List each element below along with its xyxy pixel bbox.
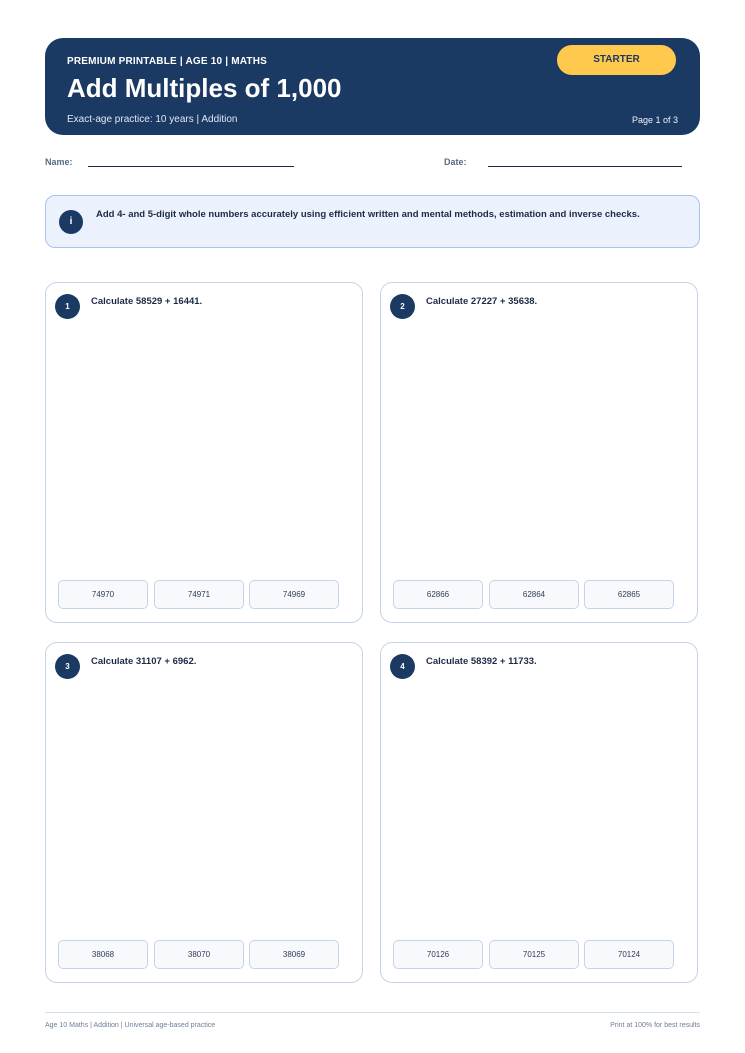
date-label: Date:	[444, 157, 467, 167]
answer-option[interactable]: 70124	[584, 940, 674, 969]
date-line[interactable]	[488, 166, 682, 167]
objective-box	[45, 195, 700, 248]
answer-option[interactable]: 74970	[58, 580, 148, 609]
question-number: 2	[390, 294, 415, 319]
question-text: Calculate 31107 + 6962.	[91, 656, 197, 667]
answer-option[interactable]: 38070	[154, 940, 244, 969]
question-card-2	[380, 282, 698, 623]
answer-option[interactable]: 70125	[489, 940, 579, 969]
answer-option[interactable]: 74969	[249, 580, 339, 609]
answer-option[interactable]: 62864	[489, 580, 579, 609]
answer-option[interactable]: 38069	[249, 940, 339, 969]
question-number: 4	[390, 654, 415, 679]
question-card-3	[45, 642, 363, 983]
question-text: Calculate 27227 + 35638.	[426, 296, 538, 307]
question-card-4	[380, 642, 698, 983]
answer-option[interactable]: 38068	[58, 940, 148, 969]
footer-divider	[45, 1012, 700, 1013]
answer-option[interactable]: 70126	[393, 940, 483, 969]
name-label: Name:	[45, 157, 73, 167]
question-number: 3	[55, 654, 80, 679]
info-icon: i	[59, 210, 83, 234]
answer-option[interactable]: 74971	[154, 580, 244, 609]
header-kicker: PREMIUM PRINTABLE | AGE 10 | MATHS	[67, 56, 267, 67]
page-number: Page 1 of 3	[631, 115, 678, 125]
question-text: Calculate 58529 + 16441.	[91, 296, 203, 307]
header-subtitle: Exact-age practice: 10 years | Addition	[67, 114, 238, 125]
answer-option[interactable]: 62865	[584, 580, 674, 609]
worksheet-header	[45, 38, 700, 135]
question-number: 1	[55, 294, 80, 319]
page-title: Add Multiples of 1,000	[67, 73, 342, 103]
answer-option[interactable]: 62866	[393, 580, 483, 609]
objective-text: Add 4- and 5-digit whole numbers accurately using efficient written and mental methods, estimation and inverse checks.	[96, 209, 640, 220]
level-badge: STARTER	[557, 45, 676, 75]
footer-left-text: Age 10 Maths | Addition | Universal age-based practice	[45, 1022, 216, 1029]
name-line[interactable]	[88, 166, 294, 167]
footer-right-text: Print at 100% for best results	[610, 1022, 700, 1029]
question-text: Calculate 58392 + 11733.	[426, 656, 537, 667]
question-card-1	[45, 282, 363, 623]
